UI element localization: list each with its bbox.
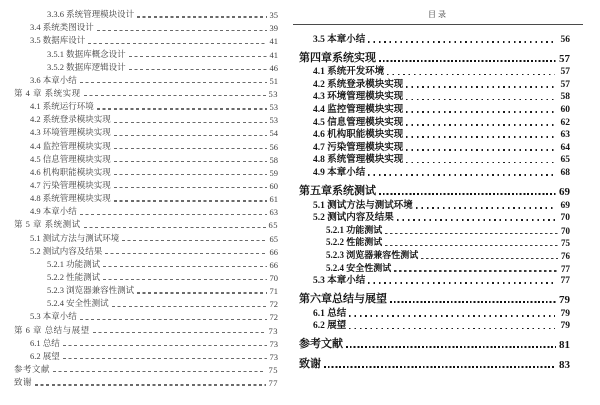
toc-entry-label: 4.2 系统登录模块实现 xyxy=(30,114,111,125)
toc-entry-page: 51 xyxy=(269,75,278,86)
toc-entry xyxy=(0,99,290,112)
leader-dots xyxy=(324,366,556,368)
toc-entry-page: 68 xyxy=(560,167,570,178)
right-page-entries xyxy=(293,25,583,371)
leader-dots xyxy=(368,41,554,43)
toc-entry-page: 79 xyxy=(560,308,570,319)
toc-entry-label: 3.5 数据库设计 xyxy=(30,35,86,46)
toc-entry xyxy=(0,178,290,191)
toc-entry-label: 5.2.2 性能测试 xyxy=(47,271,101,282)
toc-entry xyxy=(0,296,290,309)
toc-entry-label: 4.5 信息管理模块实现 xyxy=(313,117,404,128)
toc-entry-page: 59 xyxy=(269,167,278,178)
leader-dots xyxy=(88,43,266,44)
leader-dots xyxy=(114,174,267,175)
toc-entry-label: 6.1 总结 xyxy=(313,308,347,319)
toc-entry xyxy=(0,283,290,296)
toc-entry xyxy=(0,125,290,138)
toc-entry-page: 57 xyxy=(560,67,570,78)
toc-entry-label: 4.1 系统开发环境 xyxy=(313,67,385,78)
toc-entry-label: 5.2.1 功能测试 xyxy=(326,224,383,235)
toc-entry-page: 53 xyxy=(269,115,278,126)
toc-entry xyxy=(293,331,583,351)
leader-dots xyxy=(406,149,554,151)
toc-entry xyxy=(0,46,290,59)
toc-entry-page: 77 xyxy=(561,263,570,274)
toc-entry-label: 5.2 测试内容及结果 xyxy=(30,245,103,256)
leader-dots xyxy=(368,174,554,176)
toc-entry-page: 73 xyxy=(268,325,278,336)
toc-entry xyxy=(293,319,583,332)
leader-dots xyxy=(35,384,265,385)
toc-entry xyxy=(0,112,290,125)
toc-entry-page: 53 xyxy=(268,88,278,99)
toc-entry-label: 4.7 污染管理模块实现 xyxy=(313,142,404,153)
leader-dots xyxy=(406,124,554,126)
toc-entry xyxy=(0,230,290,243)
leader-dots xyxy=(349,315,554,317)
toc-entry-page: 65 xyxy=(269,233,278,244)
toc-entry-page: 64 xyxy=(560,142,570,153)
toc-entry-label: 4.4 监控管理模块实现 xyxy=(313,104,404,115)
toc-entry xyxy=(0,60,290,73)
toc-entry-page: 79 xyxy=(559,294,570,307)
toc-entry-page: 54 xyxy=(269,128,278,139)
toc-entry-page: 75 xyxy=(268,364,278,375)
toc-entry xyxy=(0,217,290,230)
leader-dots xyxy=(349,328,554,330)
toc-entry xyxy=(293,223,583,236)
toc-entry-page: 46 xyxy=(269,62,278,73)
right-page xyxy=(293,0,583,371)
toc-entry-page: 56 xyxy=(269,141,278,152)
leader-dots xyxy=(137,16,266,17)
toc-entry xyxy=(0,191,290,204)
toc-entry-label: 3.3.6 系统管理模块设计 xyxy=(47,9,135,20)
toc-entry-label: 5.2.4 安全性测试 xyxy=(326,262,392,273)
toc-entry-page: 76 xyxy=(561,250,570,261)
toc-entry-label: 3.5.2 数据库逻辑设计 xyxy=(47,61,126,72)
leader-dots xyxy=(394,270,558,271)
leader-dots xyxy=(80,82,267,83)
toc-entry xyxy=(0,362,290,375)
leader-dots xyxy=(63,358,267,359)
page-header-title: 目录 xyxy=(428,10,448,19)
toc-entry-label: 5.2.4 安全性测试 xyxy=(47,298,109,309)
toc-entry xyxy=(0,138,290,151)
toc-entry-label: 4.8 系统管理模块实现 xyxy=(30,193,111,204)
toc-entry-page: 57 xyxy=(560,79,570,90)
leader-dots xyxy=(421,258,558,259)
leader-dots xyxy=(387,74,554,76)
toc-entry-label: 4.6 机构职能模块实现 xyxy=(313,130,404,141)
toc-entry-label: 参考文献 xyxy=(14,363,51,374)
toc-entry-label: 5.2.2 性能测试 xyxy=(326,237,383,248)
toc-entry-label: 6.2 展望 xyxy=(313,321,347,332)
toc-entry xyxy=(293,45,583,65)
toc-entry-label: 3.5 本章小结 xyxy=(313,34,366,45)
leader-dots xyxy=(63,345,267,346)
leader-dots xyxy=(114,187,267,188)
leader-dots xyxy=(346,346,556,348)
toc-entry xyxy=(293,286,583,306)
toc-entry-label: 第 6 章 总结与展望 xyxy=(14,324,90,335)
leader-dots xyxy=(93,332,266,333)
toc-entry-label: 第四章系统实现 xyxy=(299,51,376,64)
toc-entry-page: 81 xyxy=(559,339,570,352)
toc-entry-label: 5.2.1 功能测试 xyxy=(47,258,101,269)
toc-entry xyxy=(293,274,583,287)
toc-entry xyxy=(0,86,290,99)
toc-entry-page: 56 xyxy=(560,34,570,45)
toc-entry xyxy=(293,211,583,224)
leader-dots xyxy=(103,266,266,267)
leader-dots xyxy=(385,233,558,234)
toc-entry xyxy=(293,32,583,45)
leader-dots xyxy=(112,306,267,307)
toc-entry xyxy=(0,152,290,165)
toc-entry-label: 5.2.3 浏览器兼容性测试 xyxy=(47,285,135,296)
toc-entry-label: 4.1 系统运行环境 xyxy=(30,101,94,112)
leader-dots xyxy=(53,371,265,372)
toc-entry-page: 72 xyxy=(269,312,278,323)
toc-entry-page: 77 xyxy=(268,378,278,389)
toc-entry-label: 4.6 机构职能模块实现 xyxy=(30,166,111,177)
leader-dots xyxy=(129,69,267,70)
leader-dots xyxy=(114,148,267,149)
toc-entry-page: 39 xyxy=(269,23,278,34)
toc-entry-label: 第 4 章 系统实现 xyxy=(14,87,81,98)
toc-entry-page: 41 xyxy=(269,49,278,60)
toc-entry-page: 73 xyxy=(269,351,278,362)
toc-entry-page: 35 xyxy=(269,10,278,21)
leader-dots xyxy=(368,282,554,284)
toc-entry xyxy=(0,165,290,178)
toc-entry-label: 3.4 系统类图设计 xyxy=(30,22,94,33)
toc-entry-page: 83 xyxy=(559,359,570,372)
toc-entry-page: 77 xyxy=(560,276,570,287)
leader-dots xyxy=(114,161,267,162)
toc-entry xyxy=(293,248,583,261)
leader-dots xyxy=(379,193,556,195)
toc-entry xyxy=(0,375,290,388)
toc-entry-label: 4.4 监控管理模块实现 xyxy=(30,140,111,151)
leader-dots xyxy=(80,319,267,320)
toc-entry xyxy=(0,336,290,349)
toc-entry xyxy=(0,204,290,217)
toc-entry-page: 71 xyxy=(269,286,278,297)
toc-entry xyxy=(293,351,583,371)
leader-dots xyxy=(114,122,267,123)
toc-entry-page: 69 xyxy=(559,185,570,198)
leader-dots xyxy=(406,99,554,101)
toc-entry-page: 69 xyxy=(560,200,570,211)
toc-entry-label: 第五章系统测试 xyxy=(299,184,376,197)
left-page xyxy=(0,0,290,388)
leader-dots xyxy=(97,108,267,109)
leader-dots xyxy=(84,95,266,96)
toc-entry-label: 3.6 本章小结 xyxy=(30,74,77,85)
left-page-entries xyxy=(0,7,290,388)
toc-entry-label: 4.2 系统登录模块实现 xyxy=(313,79,404,90)
toc-entry-page: 57 xyxy=(559,52,570,65)
toc-entry-label: 4.8 系统管理模块实现 xyxy=(313,155,404,166)
toc-entry xyxy=(0,73,290,86)
toc-entry-page: 41 xyxy=(269,36,278,47)
toc-entry-page: 63 xyxy=(560,130,570,141)
toc-entry xyxy=(293,236,583,249)
leader-dots xyxy=(379,60,556,62)
toc-entry-label: 6.1 总结 xyxy=(30,337,60,348)
toc-entry-page: 70 xyxy=(560,213,570,224)
toc-entry xyxy=(0,7,290,20)
toc-entry-page: 65 xyxy=(560,155,570,166)
toc-entry xyxy=(293,178,583,198)
toc-entry-page: 60 xyxy=(560,104,570,115)
toc-entry-page: 58 xyxy=(560,92,570,103)
toc-entry-page: 58 xyxy=(269,154,278,165)
leader-dots xyxy=(406,111,554,113)
leader-dots xyxy=(97,30,267,31)
leader-dots xyxy=(385,245,558,246)
toc-entry-page: 53 xyxy=(269,102,278,113)
toc-entry-label: 致谢 xyxy=(299,358,321,371)
leader-dots xyxy=(103,279,266,280)
toc-entry-page: 70 xyxy=(561,225,570,236)
leader-dots xyxy=(84,227,266,228)
toc-entry-label: 5.3 本章小结 xyxy=(30,311,77,322)
toc-entry-label: 致谢 xyxy=(14,377,33,388)
toc-entry-label: 5.1 测试方法与测试环境 xyxy=(30,232,120,243)
leader-dots xyxy=(390,301,556,303)
toc-entry-page: 75 xyxy=(561,238,570,249)
toc-entry-page: 65 xyxy=(268,220,278,231)
toc-entry-page: 66 xyxy=(269,259,278,270)
leader-dots xyxy=(105,253,266,254)
toc-entry-label: 5.2 测试内容及结果 xyxy=(313,213,394,224)
toc-entry-label: 4.3 环境管理模块实现 xyxy=(30,127,111,138)
toc-entry xyxy=(0,309,290,322)
leader-dots xyxy=(406,136,554,138)
toc-entry xyxy=(0,20,290,33)
leader-dots xyxy=(114,200,267,201)
leader-dots xyxy=(416,207,555,209)
toc-entry-label: 3.5.1 数据库概念设计 xyxy=(47,48,126,59)
toc-entry-label: 4.9 本章小结 xyxy=(30,206,77,217)
toc-entry-label: 4.9 本章小结 xyxy=(313,167,366,178)
toc-entry-label: 第六章总结与展望 xyxy=(299,293,387,306)
leader-dots xyxy=(80,214,267,215)
leader-dots xyxy=(129,56,267,57)
toc-entry xyxy=(0,33,290,46)
toc-entry xyxy=(0,257,290,270)
leader-dots xyxy=(406,86,554,88)
toc-entry-page: 62 xyxy=(560,117,570,128)
leader-dots xyxy=(122,240,266,241)
toc-entry xyxy=(293,165,583,178)
toc-entry-page: 60 xyxy=(269,180,278,191)
toc-entry-label: 5.3 本章小结 xyxy=(313,276,366,287)
toc-entry-label: 4.3 环境管理模块实现 xyxy=(313,92,404,103)
toc-entry xyxy=(0,244,290,257)
toc-entry-label: 4.7 污染管理模块实现 xyxy=(30,179,111,190)
leader-dots xyxy=(114,135,267,136)
leader-dots xyxy=(397,219,555,221)
toc-entry-label: 第 5 章 系统测试 xyxy=(14,219,81,230)
leader-dots xyxy=(406,162,554,164)
toc-entry-page: 70 xyxy=(269,272,278,283)
toc-entry-page: 79 xyxy=(560,321,570,332)
toc-entry-label: 5.1 测试方法与测试环境 xyxy=(313,200,413,211)
toc-entry-label: 5.2.3 浏览器兼容性测试 xyxy=(326,249,419,260)
toc-entry xyxy=(0,322,290,335)
toc-entry-page: 66 xyxy=(269,246,278,257)
toc-entry-page: 61 xyxy=(269,194,278,205)
leader-dots xyxy=(137,292,266,293)
toc-entry-page: 73 xyxy=(269,338,278,349)
toc-entry-page: 63 xyxy=(269,207,278,218)
toc-entry-label: 参考文献 xyxy=(299,338,343,351)
toc-entry xyxy=(0,270,290,283)
toc-entry-label: 4.5 信息管理模块实现 xyxy=(30,153,111,164)
toc-entry-label: 6.2 展望 xyxy=(30,350,60,361)
toc-entry xyxy=(0,349,290,362)
toc-entry-page: 72 xyxy=(269,299,278,310)
